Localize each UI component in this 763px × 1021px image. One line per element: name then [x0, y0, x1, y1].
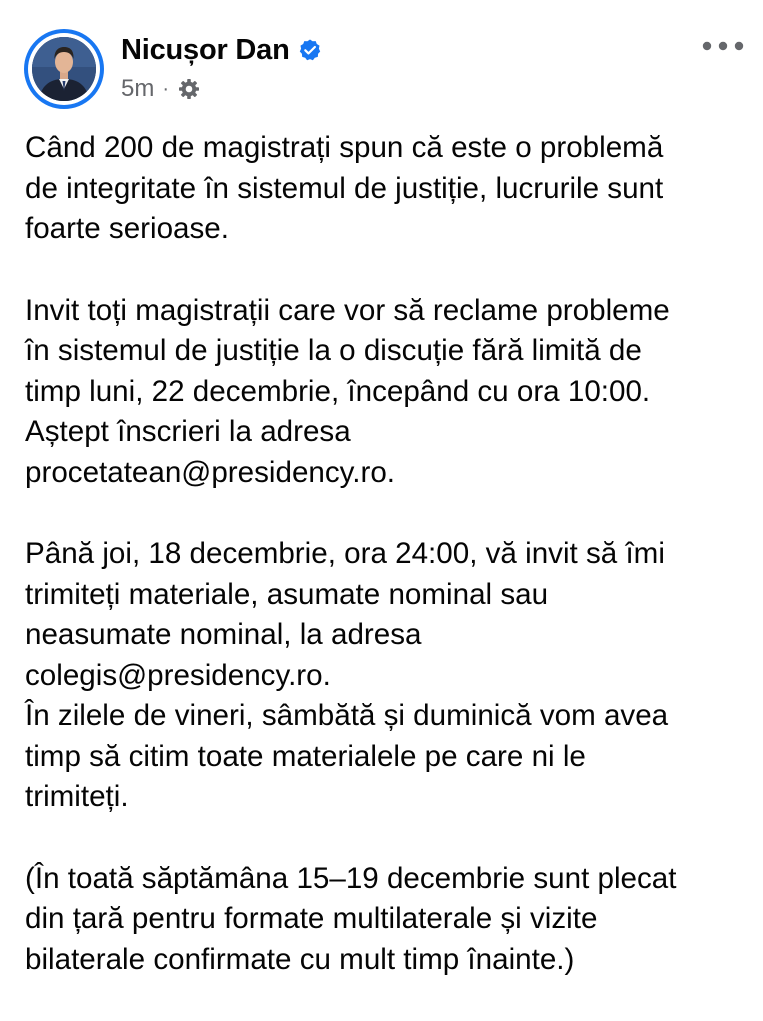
post-text-line: Până joi, 18 decembrie, ora 24:00, vă invit să îmi	[25, 537, 665, 570]
post-timestamp[interactable]: 5m	[121, 75, 155, 102]
post-text-line: Aștept înscrieri la adresa	[25, 415, 351, 448]
email-link[interactable]: procetatean@presidency.ro.	[25, 455, 396, 489]
post-header	[0, 0, 763, 120]
meta-separator: ·	[162, 77, 170, 100]
post-text-line: Când 200 de magistrați spun că este o problemă	[25, 131, 664, 164]
post-paragraph	[25, 291, 755, 494]
email-link[interactable]: colegis@presidency.ro.	[25, 658, 331, 692]
post-paragraph	[25, 534, 755, 818]
post-body	[25, 128, 755, 1021]
author-name-row	[121, 30, 322, 70]
post-text-line: trimiteți.	[25, 780, 129, 813]
post-text-line: În zilele de vineri, sâmbătă și duminică vom avea	[25, 699, 669, 732]
post-text-line: Invit toți magistrații care vor să reclame probleme	[25, 293, 670, 327]
post-text-line: de integritate în sistemul de justiție, lucrurile sunt	[25, 171, 664, 205]
post-text-line: în sistemul de justiție la o discuție fără limită de	[25, 334, 642, 367]
avatar-image	[32, 37, 96, 101]
post-text-line: foarte serioase.	[25, 212, 229, 245]
post-text-line: bilaterale confirmate cu mult timp înainte.)	[25, 942, 575, 976]
avatar[interactable]	[24, 29, 104, 109]
post-text-line: timp luni, 22 decembrie, începând cu ora 10:00.	[25, 374, 651, 408]
post-text-line: trimiteți materiale, asumate nominal sau	[25, 577, 549, 611]
author-name[interactable]: Nicușor Dan	[121, 33, 290, 66]
post-text-line: neasumate nominal, la adresa	[25, 618, 422, 651]
post-text-line: (În toată săptămâna 15–19 decembrie sunt plecat	[25, 861, 677, 895]
verified-badge-icon	[298, 38, 322, 62]
more-options-button[interactable]	[700, 34, 746, 58]
post-paragraph	[25, 859, 755, 981]
more-options-icon	[702, 41, 744, 51]
post-meta	[121, 74, 201, 104]
post-paragraph	[25, 128, 755, 250]
post-text-line: din țară pentru formate multilaterale și vizite	[25, 902, 598, 935]
gear-icon[interactable]	[177, 77, 201, 101]
post-text-line: timp să citim toate materialele pe care ni le	[25, 739, 586, 773]
